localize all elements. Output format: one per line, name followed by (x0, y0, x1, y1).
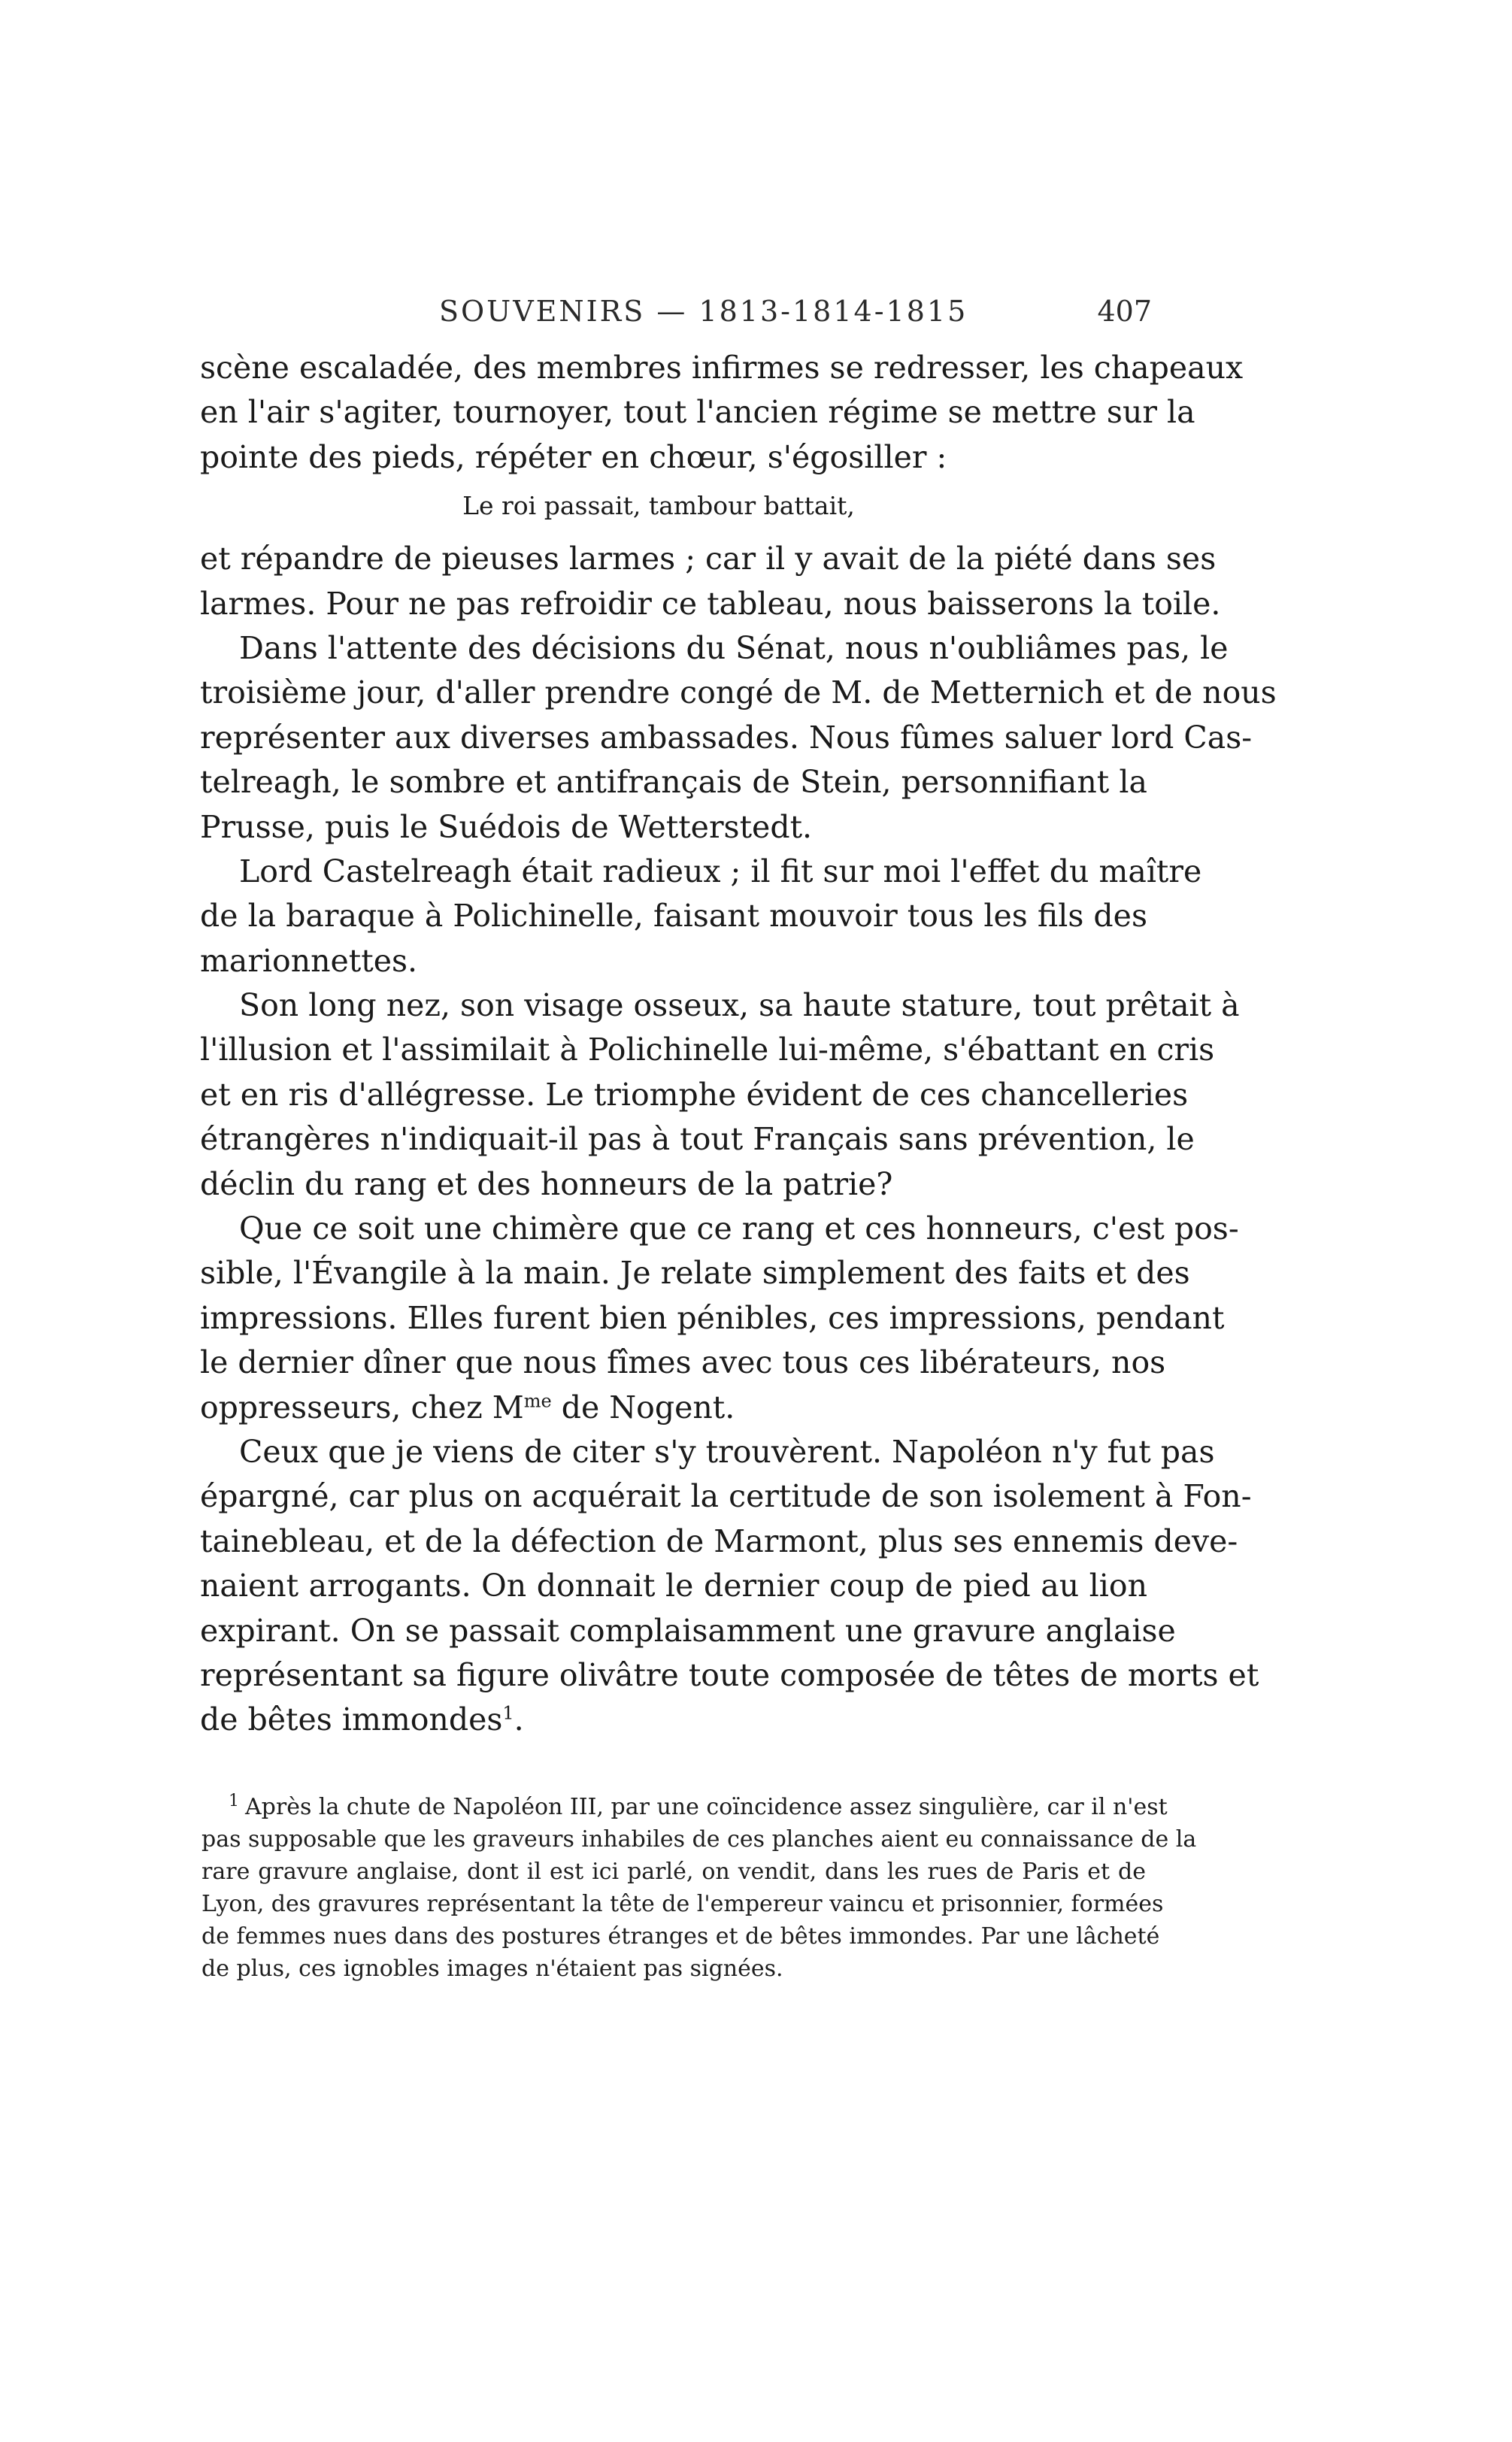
text-line: troisième jour, d'aller prendre congé de M. de Metternich et de nous (200, 674, 1277, 711)
text-line: Que ce soit une chimère que ce rang et ces honneurs, c'est pos- (239, 1210, 1239, 1247)
page-header (205, 295, 1152, 337)
text-line: Dans l'attente des décisions du Sénat, nous n'oubliâmes pas, le (239, 629, 1229, 666)
footnote-marker: 1 (229, 1792, 239, 1810)
footnote-line: de femmes nues dans des postures étranges et de bêtes immondes. Par une lâcheté (201, 1923, 1160, 1950)
footnote-line: rare gravure anglaise, dont il est ici parlé, on vendit, dans les rues de Paris et de (201, 1859, 1146, 1885)
text-line: représentant sa figure olivâtre toute composée de têtes de morts et (200, 1656, 1259, 1693)
footnote-line: pas supposable que les graveurs inhabiles de ces planches aient eu connaissance de la (201, 1826, 1197, 1853)
footnote-reference: 1 (502, 1702, 514, 1724)
text-line: épargné, car plus on acquérait la certitude de son isolement à Fon- (200, 1478, 1252, 1515)
text-line: représenter aux diverses ambassades. Nous fûmes saluer lord Cas- (200, 719, 1253, 756)
text-line: étrangères n'indiquait-il pas à tout Français sans prévention, le (200, 1121, 1195, 1158)
footnote-text: Après la chute de Napoléon III, par une coïncidence assez singulière, car il n'est (245, 1794, 1168, 1820)
text-line: et répandre de pieuses larmes ; car il y avait de la piété dans ses (200, 541, 1217, 577)
text-line: larmes. Pour ne pas refroidir ce tableau, nous baisserons la toile. (200, 585, 1221, 622)
text-line: marionnettes. (200, 942, 418, 979)
text-line: Prusse, puis le Suédois de Wetterstedt. (200, 808, 813, 845)
text-fragment: oppresseurs, chez M (200, 1389, 524, 1426)
text-fragment: de Nogent. (551, 1389, 735, 1426)
superscript-abbrev: me (523, 1389, 552, 1411)
footnote-line: Lyon, des gravures représentant la tête de l'empereur vaincu et prisonnier, formées (201, 1891, 1164, 1917)
text-fragment: . (514, 1701, 524, 1738)
page-number: 407 (1097, 295, 1152, 328)
verse-quote: Le roi passait, tambour battait, (462, 491, 855, 521)
text-line: déclin du rang et des honneurs de la patrie? (200, 1165, 893, 1202)
footnote-line: de plus, ces ignobles images n'étaient pas signées. (201, 1956, 783, 1982)
text-line: sible, l'Évangile à la main. Je relate simplement des faits et des (200, 1255, 1190, 1292)
text-line: de la baraque à Polichinelle, faisant mouvoir tous les fils des (200, 898, 1147, 935)
text-line (200, 1386, 1147, 1430)
text-line: naient arrogants. On donnait le dernier coup de pied au lion (200, 1568, 1147, 1604)
text-line: expirant. On se passait complaisamment une gravure anglaise (200, 1612, 1176, 1649)
footnote-line (201, 1791, 1168, 1823)
text-line: Son long nez, son visage osseux, sa haute stature, tout prêtait à (239, 987, 1240, 1024)
text-line: pointe des pieds, répéter en chœur, s'égosiller : (200, 438, 947, 475)
footnote-block (201, 1791, 1197, 1985)
text-line (200, 1698, 1147, 1742)
main-text (200, 346, 1277, 1743)
text-line: tainebleau, et de la défection de Marmont, plus ses ennemis deve- (200, 1522, 1238, 1559)
text-line: Ceux que je viens de citer s'y trouvèrent. Napoléon n'y fut pas (239, 1433, 1215, 1470)
text-line: telreagh, le sombre et antifrançais de Stein, personnifiant la (200, 764, 1147, 801)
text-line: scène escaladée, des membres infirmes se redresser, les chapeaux (200, 350, 1244, 386)
text-line: l'illusion et l'assimilait à Polichinelle lui-même, s'ébattant en cris (200, 1032, 1215, 1068)
text-line: et en ris d'allégresse. Le triomphe évident de ces chancelleries (200, 1076, 1189, 1113)
text-line: Lord Castelreagh était radieux ; il fit sur moi l'effet du maître (239, 853, 1202, 889)
text-line: en l'air s'agiter, tournoyer, tout l'ancien régime se mettre sur la (200, 394, 1195, 431)
text-fragment: de bêtes immondes (200, 1701, 503, 1738)
text-line: impressions. Elles furent bien pénibles, ces impressions, pendant (200, 1299, 1225, 1336)
text-line: le dernier dîner que nous fîmes avec tous ces libérateurs, nos (200, 1344, 1166, 1381)
running-title: SOUVENIRS — 1813-1814-1815 (439, 295, 968, 328)
